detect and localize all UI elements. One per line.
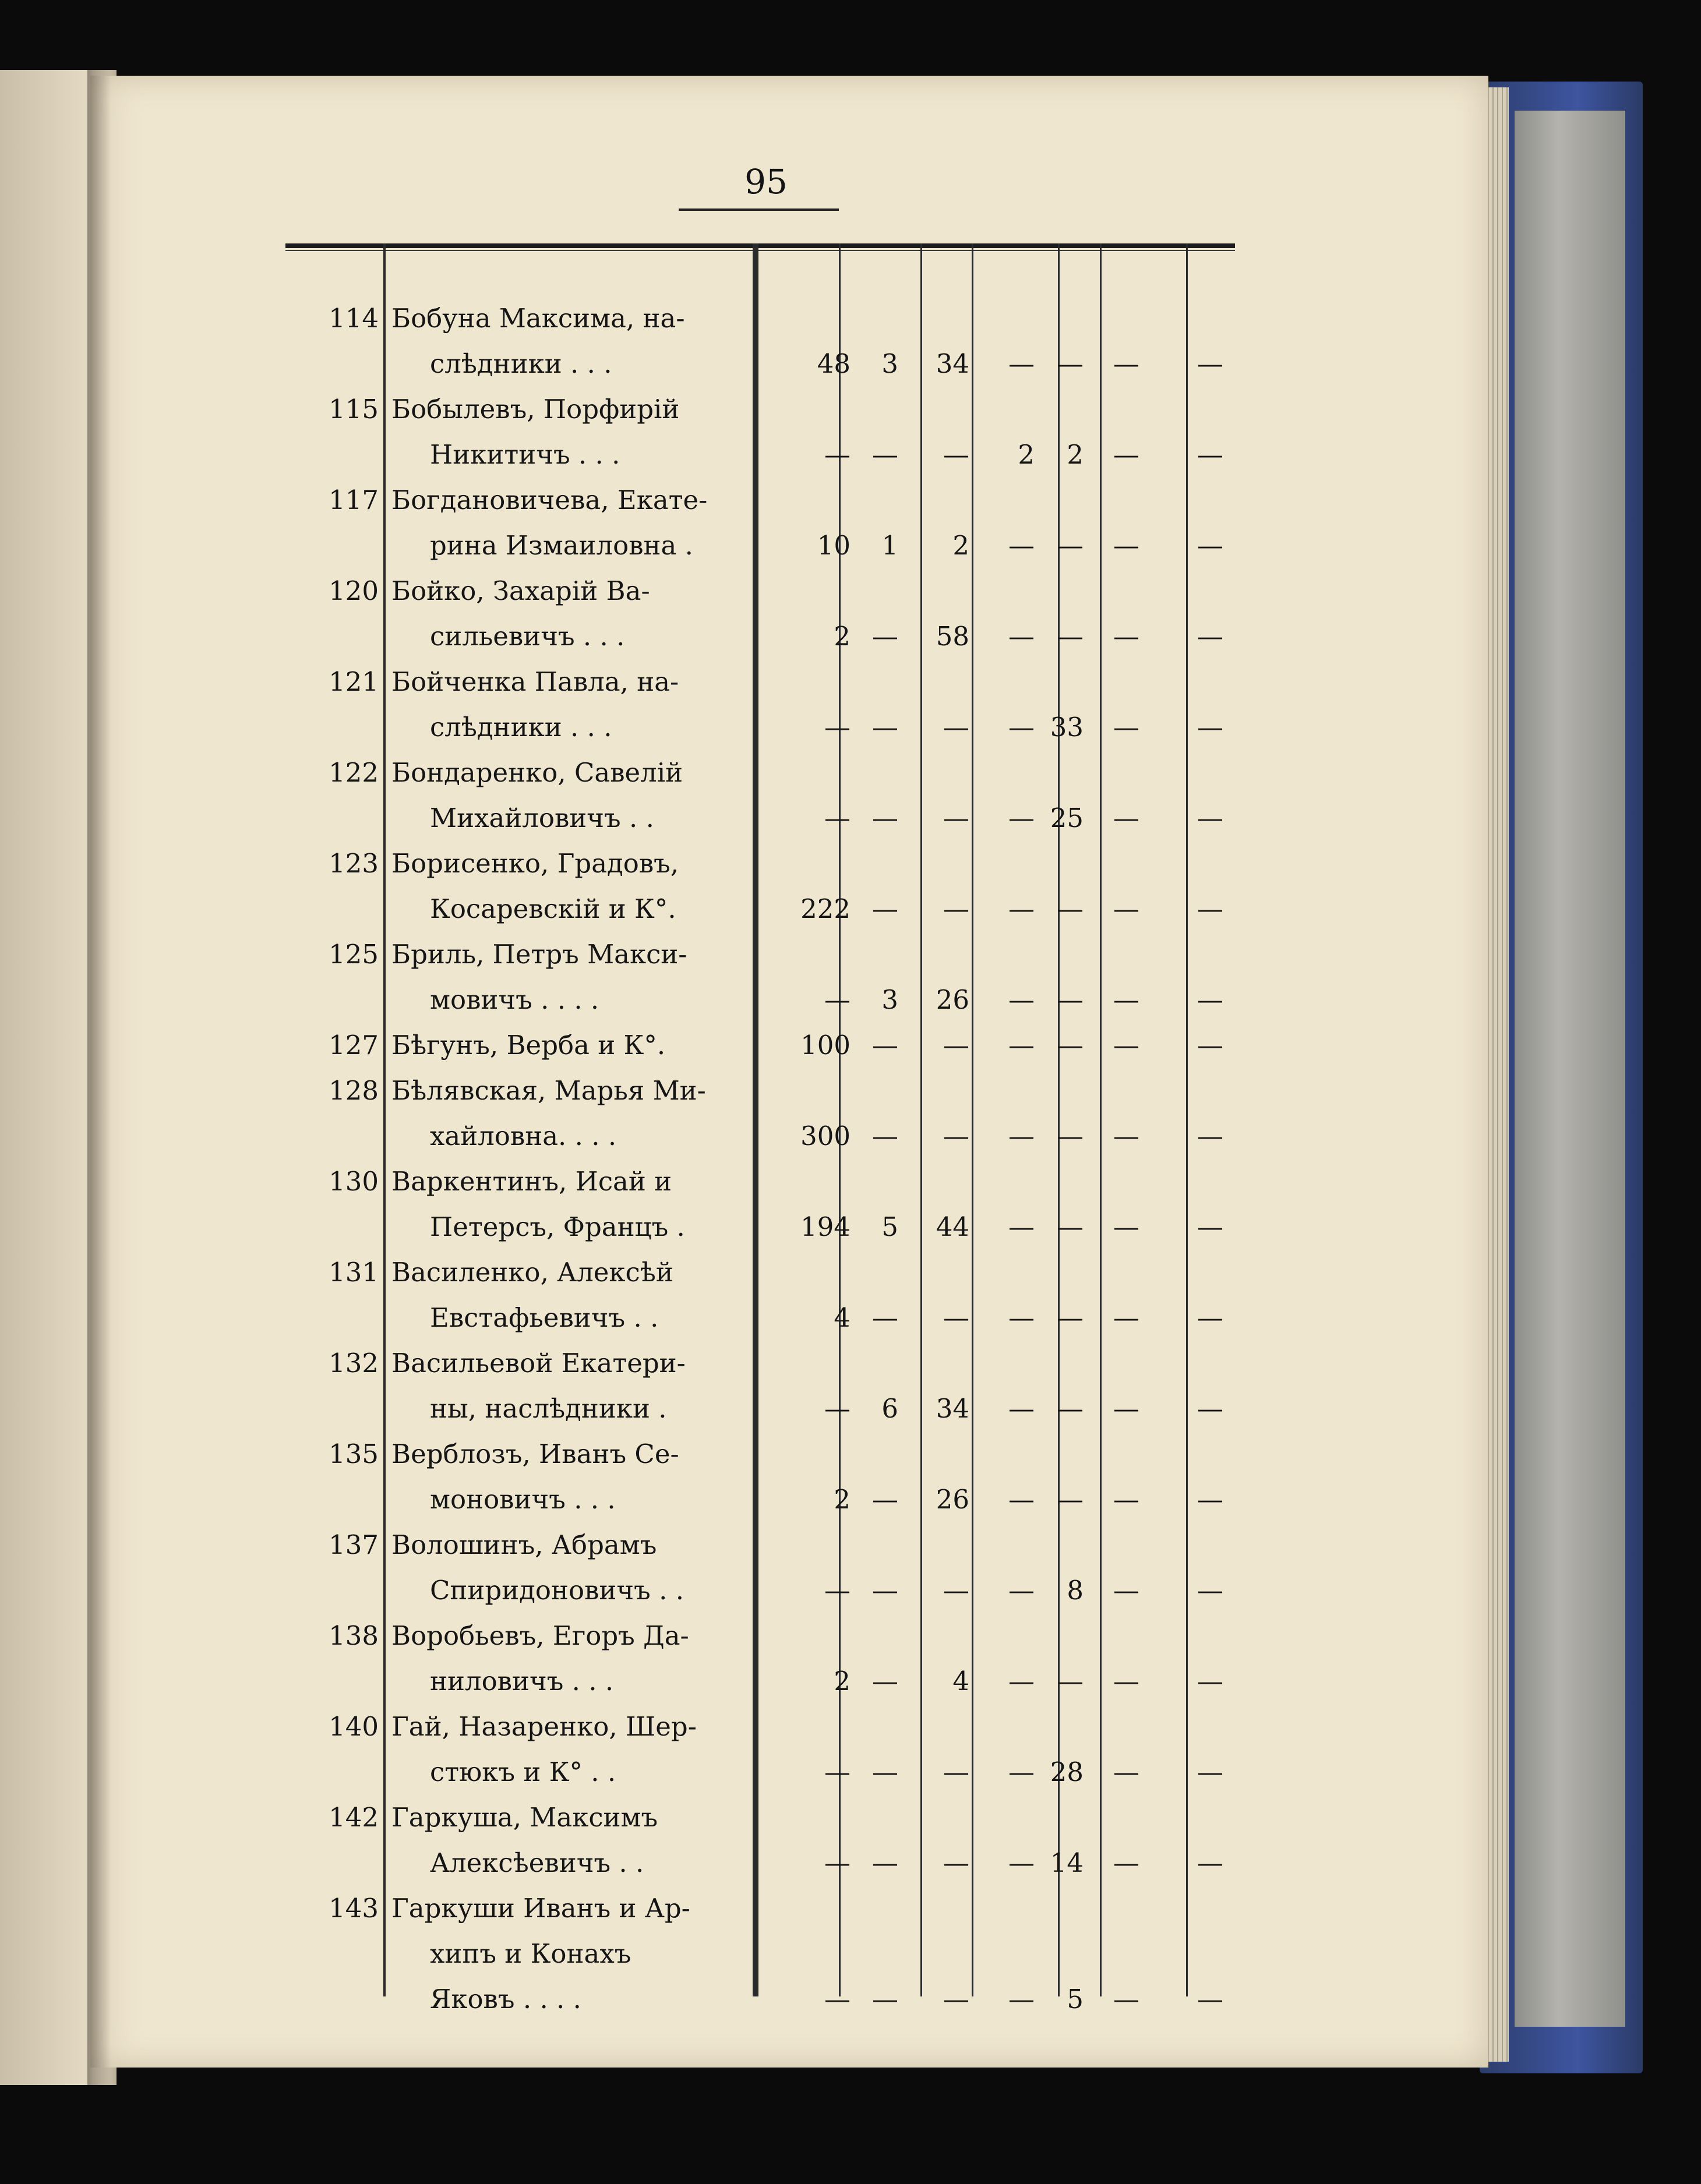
table-row [285,1075,1235,1166]
row-name-line1: Богдановичева, Екате- [391,485,708,515]
value-col-1: 222 [800,893,850,924]
table-row [285,1529,1235,1620]
row-number: 130 [329,1166,379,1197]
value-col-5: — [1057,1121,1084,1151]
value-col-5: 25 [1050,803,1084,833]
value-col-2: — [872,1984,898,2015]
table-row [285,1439,1235,1529]
value-col-1: 10 [817,530,850,561]
table-row [285,575,1235,666]
row-name-continuation: слѣдники . . . [430,348,612,379]
value-col-4: — [1008,530,1035,561]
row-name-continuation: Яковъ . . . . [430,1984,581,2015]
value-col-4: — [1008,1575,1035,1606]
table-row [285,757,1235,848]
value-col-5: — [1057,348,1084,379]
value-col-1: — [824,439,850,470]
value-col-3: 2 [952,530,969,561]
row-name-continuation: Михайловичъ . . [430,803,654,833]
row-name-line1: Борисенко, Градовъ, [391,848,679,879]
row-number: 117 [329,485,379,515]
value-col-5: 28 [1050,1757,1084,1787]
value-col-7: — [1197,1302,1223,1333]
table-row [285,303,1235,394]
value-col-4: — [1008,1121,1035,1151]
value-col-6: — [1113,621,1139,652]
row-number: 127 [329,1030,379,1061]
value-col-3: — [943,1121,969,1151]
value-col-1: — [824,1984,850,2015]
row-name-continuation: слѣдники . . . [430,712,612,743]
value-col-6: — [1113,1484,1139,1515]
value-col-3: — [943,439,969,470]
value-col-5: 14 [1050,1847,1084,1878]
value-col-1: 300 [800,1121,850,1151]
value-col-4: — [1008,1984,1035,2015]
value-col-7: — [1197,893,1223,924]
value-col-7: — [1197,1030,1223,1061]
value-col-5: — [1057,1302,1084,1333]
value-col-5: — [1057,1030,1084,1061]
value-col-5: — [1057,1484,1084,1515]
row-name-line1: Бондаренко, Савелій [391,757,683,788]
value-col-1: — [824,712,850,743]
value-col-3: — [943,803,969,833]
value-col-1: 2 [834,1484,850,1515]
value-col-7: — [1197,1211,1223,1242]
value-col-7: — [1197,439,1223,470]
value-col-6: — [1113,348,1139,379]
table-row [285,1893,1235,2029]
row-name-line1: Бойченка Павла, на- [391,666,679,697]
row-number: 120 [329,575,379,606]
row-name-continuation: мовичъ . . . . [430,984,599,1015]
row-name-line1: Бобылевъ, Порфирій [391,394,680,425]
row-name-continuation: ниловичъ . . . [430,1666,614,1697]
page-number-rule [679,208,839,211]
table-row [285,394,1235,485]
cover-inner [1515,111,1625,2027]
value-col-4: — [1008,1484,1035,1515]
table-row [285,848,1235,939]
table-top-rule-thin [285,250,1235,251]
value-col-5: — [1057,1393,1084,1424]
row-name-line1: Гай, Назаренко, Шер- [391,1711,697,1742]
value-col-1: 4 [834,1302,850,1333]
value-col-3: — [943,1575,969,1606]
value-col-5: — [1057,1666,1084,1697]
value-col-1: 194 [800,1211,850,1242]
value-col-5: — [1057,621,1084,652]
value-col-3: 58 [936,621,969,652]
table-row [285,1030,1235,1075]
value-col-3: 26 [936,984,969,1015]
value-col-7: — [1197,1757,1223,1787]
value-col-1: — [824,984,850,1015]
row-number: 137 [329,1529,379,1560]
row-number: 138 [329,1620,379,1651]
value-col-1: — [824,1847,850,1878]
value-col-3: 4 [952,1666,969,1697]
value-col-2: — [872,1484,898,1515]
value-col-7: — [1197,803,1223,833]
value-col-5: — [1057,1211,1084,1242]
row-name-line1: Василенко, Алексѣй [391,1257,673,1288]
value-col-5: 2 [1067,439,1084,470]
value-col-6: — [1113,1847,1139,1878]
row-name-line1: Воробьевъ, Егоръ Да- [391,1620,689,1651]
value-col-7: — [1197,1393,1223,1424]
value-col-7: — [1197,712,1223,743]
row-number: 125 [329,939,379,970]
value-col-2: — [872,439,898,470]
value-col-7: — [1197,1666,1223,1697]
page-number: 95 [744,162,788,202]
row-name-continuation: стюкъ и К° . . [430,1757,616,1787]
value-col-7: — [1197,621,1223,652]
value-col-7: — [1197,1847,1223,1878]
value-col-7: — [1197,348,1223,379]
value-col-5: — [1057,530,1084,561]
value-col-3: — [943,1984,969,2015]
value-col-4: — [1008,1393,1035,1424]
value-col-6: — [1113,1757,1139,1787]
value-col-6: — [1113,1666,1139,1697]
value-col-7: — [1197,1484,1223,1515]
row-name-line1: Васильевой Екатери- [391,1348,686,1379]
value-col-2: — [872,712,898,743]
value-col-6: — [1113,712,1139,743]
row-name-continuation: хипъ и Конахъ [430,1938,631,1969]
value-col-7: — [1197,984,1223,1015]
row-number: 121 [329,666,379,697]
value-col-2: 6 [881,1393,898,1424]
row-name-line1: Гаркуша, Максимъ [391,1802,658,1833]
value-col-1: 2 [834,621,850,652]
row-name-continuation: Спиридоновичъ . . [430,1575,684,1606]
value-col-3: 26 [936,1484,969,1515]
row-number: 122 [329,757,379,788]
value-col-6: — [1113,893,1139,924]
value-col-7: — [1197,1121,1223,1151]
row-name-continuation: Алексѣевичъ . . [430,1847,644,1878]
value-col-2: 5 [881,1211,898,1242]
value-col-4: — [1008,1030,1035,1061]
row-name-continuation: Никитичъ . . . [430,439,620,470]
value-col-6: — [1113,439,1139,470]
value-col-4: — [1008,1211,1035,1242]
value-col-4: — [1008,1666,1035,1697]
value-col-3: 34 [936,1393,969,1424]
value-col-4: — [1008,1757,1035,1787]
value-col-3: — [943,1030,969,1061]
row-number: 123 [329,848,379,879]
row-name-line1: Бойко, Захарій Ва- [391,575,650,606]
value-col-4: — [1008,803,1035,833]
table-row [285,666,1235,757]
value-col-4: 2 [1018,439,1035,470]
row-number: 128 [329,1075,379,1106]
value-col-4: — [1008,1847,1035,1878]
value-col-2: 3 [881,348,898,379]
row-name-continuation: Косаревскій и К°. [430,893,676,924]
value-col-5: — [1057,984,1084,1015]
row-number: 132 [329,1348,379,1379]
row-number: 115 [329,394,379,425]
value-col-2: 3 [881,984,898,1015]
value-col-6: — [1113,1575,1139,1606]
table-row [285,1711,1235,1802]
table-row [285,1620,1235,1711]
row-name-line1: Гаркуши Иванъ и Ар- [391,1893,690,1924]
row-name-line1: Варкентинъ, Исай и [391,1166,672,1197]
value-col-6: — [1113,530,1139,561]
value-col-2: — [872,1030,898,1061]
value-col-6: — [1113,1302,1139,1333]
row-number: 135 [329,1439,379,1469]
value-col-1: 100 [800,1030,850,1061]
row-name-continuation: Евстафьевичъ . . [430,1302,659,1333]
value-col-2: — [872,803,898,833]
row-name-line1: Бобуна Максима, на- [391,303,685,334]
table-row [285,1802,1235,1893]
value-col-2: — [872,1575,898,1606]
row-name-continuation: рина Измаиловна . [430,530,693,561]
value-col-1: — [824,1757,850,1787]
value-col-2: 1 [881,530,898,561]
value-col-2: — [872,621,898,652]
value-col-3: 44 [936,1211,969,1242]
value-col-5: 33 [1050,712,1084,743]
value-col-2: — [872,1121,898,1151]
value-col-6: — [1113,984,1139,1015]
value-col-4: — [1008,893,1035,924]
value-col-3: — [943,893,969,924]
value-col-3: — [943,1847,969,1878]
row-name-line1: Волошинъ, Абрамъ [391,1529,657,1560]
table-row [285,1166,1235,1257]
row-number: 143 [329,1893,379,1924]
table-row [285,485,1235,575]
value-col-1: — [824,1575,850,1606]
value-col-2: — [872,1666,898,1697]
value-col-1: — [824,1393,850,1424]
value-col-6: — [1113,1211,1139,1242]
value-col-2: — [872,893,898,924]
value-col-1: 48 [817,348,850,379]
value-col-5: 8 [1067,1575,1084,1606]
row-number: 140 [329,1711,379,1742]
row-name-line1: Бѣлявская, Марья Ми- [391,1075,706,1106]
row-name-line1: Бриль, Петръ Макси- [391,939,687,970]
binding-shadow [87,70,111,2085]
row-name-continuation: ны, наслѣдники . [430,1393,667,1424]
value-col-5: 5 [1067,1984,1084,2015]
value-col-6: — [1113,1393,1139,1424]
value-col-4: — [1008,621,1035,652]
value-col-4: — [1008,712,1035,743]
value-col-1: 2 [834,1666,850,1697]
value-col-3: — [943,712,969,743]
value-col-6: — [1113,1121,1139,1151]
row-name-continuation: хайловна. . . . [430,1121,617,1151]
value-col-4: — [1008,984,1035,1015]
value-col-3: — [943,1757,969,1787]
row-number: 114 [329,303,379,334]
value-col-7: — [1197,530,1223,561]
row-name-line1: Верблозъ, Иванъ Се- [391,1439,679,1469]
value-col-5: — [1057,893,1084,924]
table-row [285,1257,1235,1348]
value-col-3: 34 [936,348,969,379]
value-col-4: — [1008,1302,1035,1333]
row-number: 131 [329,1257,379,1288]
value-col-7: — [1197,1984,1223,2015]
row-number: 142 [329,1802,379,1833]
table-top-rule [285,243,1235,248]
row-name-line1: Бѣгунъ, Верба и К°. [391,1030,666,1061]
value-col-6: — [1113,1984,1139,2015]
row-name-continuation: сильевичъ . . . [430,621,625,652]
value-col-6: — [1113,803,1139,833]
table-row [285,939,1235,1030]
value-col-2: — [872,1847,898,1878]
value-col-4: — [1008,348,1035,379]
row-name-continuation: моновичъ . . . [430,1484,616,1515]
table-row [285,1348,1235,1439]
value-col-7: — [1197,1575,1223,1606]
row-name-continuation: Петерсъ, Францъ . [430,1211,685,1242]
value-col-6: — [1113,1030,1139,1061]
value-col-2: — [872,1757,898,1787]
value-col-2: — [872,1302,898,1333]
value-col-3: — [943,1302,969,1333]
value-col-1: — [824,803,850,833]
